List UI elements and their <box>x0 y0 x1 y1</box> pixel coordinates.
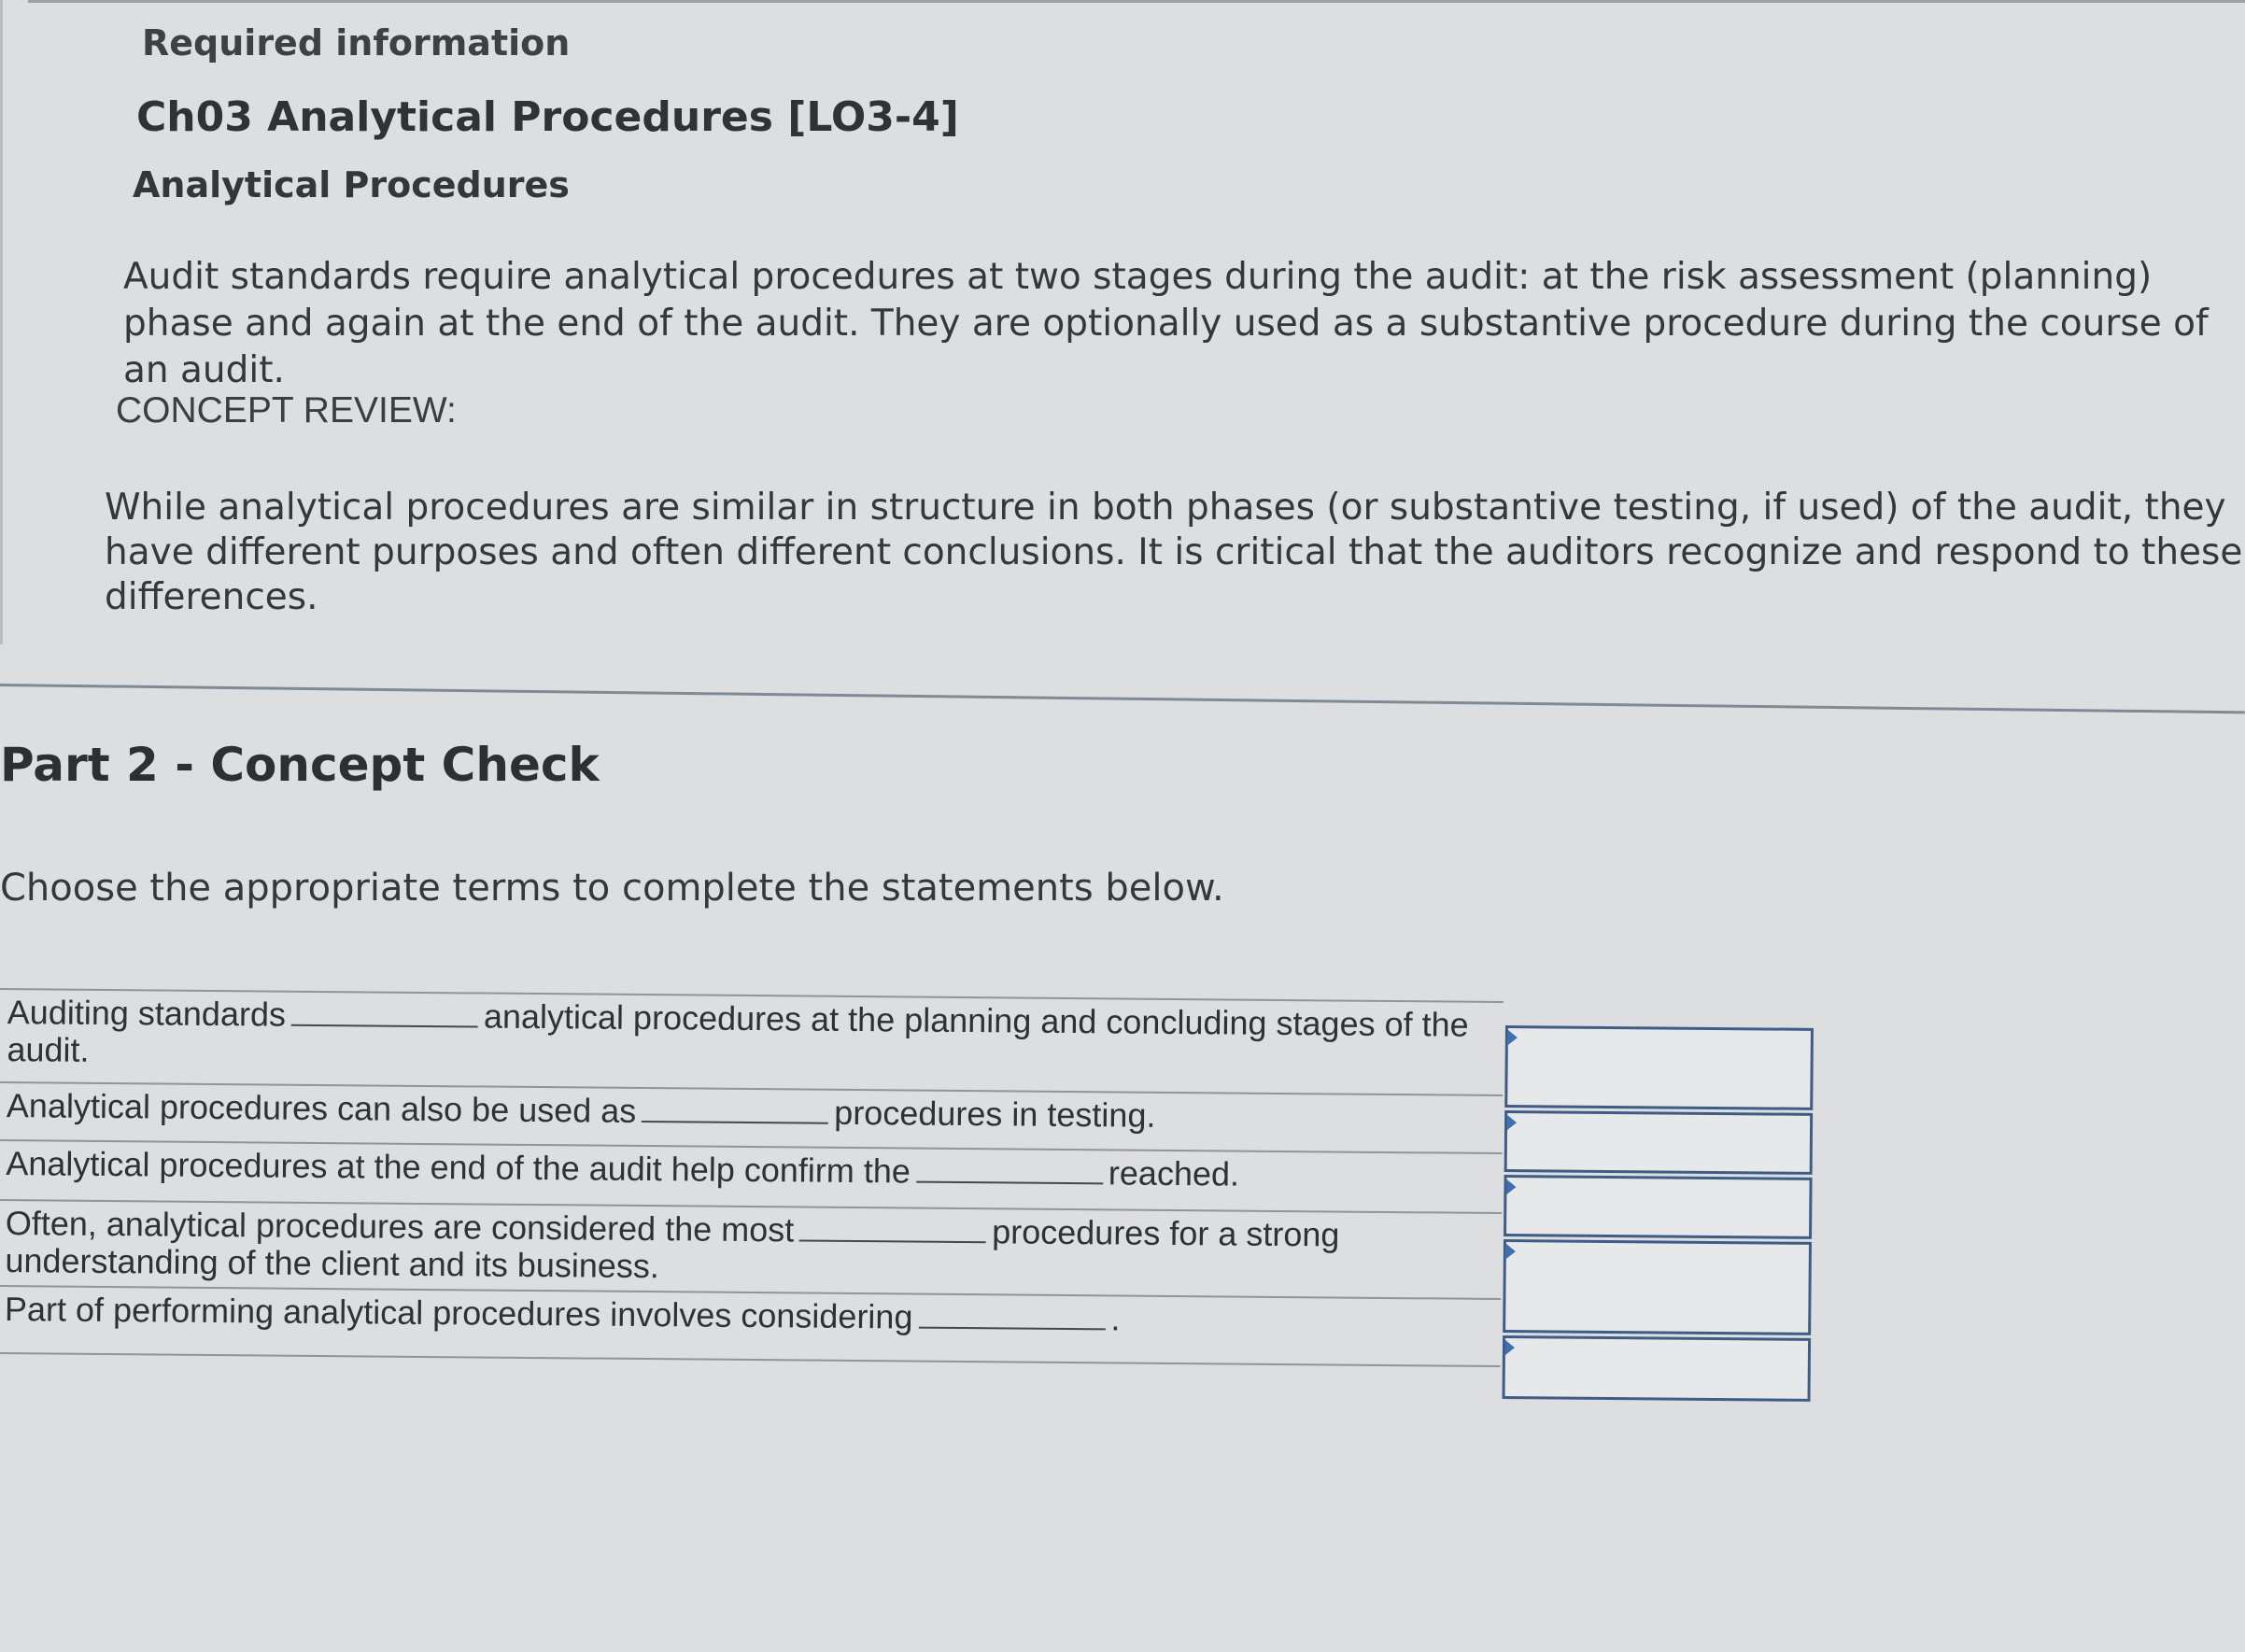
statement-before: Auditing standards <box>7 993 287 1034</box>
section-divider <box>0 684 2245 713</box>
statement-text <box>0 1287 1501 1347</box>
answer-dropdown-4[interactable] <box>1503 1239 1812 1335</box>
concept-review-paragraph: While analytical procedures are similar in structure in both phases (or substantive testing, if used) of the audit, they have different purposes and often different conclusions. It is critical that the auditors recognize and respond to these differences. <box>105 487 2243 618</box>
statements-table <box>0 988 1504 1367</box>
statement-text <box>0 1201 1502 1298</box>
answer-dropdown-3[interactable] <box>1504 1175 1813 1239</box>
statement-after: procedures for a strong understanding of the client and its business. <box>5 1212 1340 1286</box>
instruction-text: Choose the appropriate terms to complete the statements below. <box>0 867 1224 910</box>
required-information-label: Required information <box>142 22 571 64</box>
table-row <box>0 1285 1501 1367</box>
statement-after: analytical procedures at the planning and concluding stages of the audit. <box>7 996 1469 1069</box>
statement-after: reached. <box>1108 1153 1240 1193</box>
answer-blank <box>916 1151 1103 1185</box>
statement-text <box>0 1083 1503 1143</box>
answer-dropdown-1[interactable] <box>1504 1025 1814 1110</box>
statement-before: Analytical procedures at the end of the audit help confirm the <box>6 1144 911 1191</box>
table-row <box>0 1199 1502 1298</box>
statement-text <box>0 990 1504 1087</box>
answer-dropdown-2[interactable] <box>1504 1110 1814 1175</box>
concept-review-label: CONCEPT REVIEW: <box>116 390 457 431</box>
answer-column <box>1502 1025 1814 1405</box>
top-rule <box>28 0 2245 3</box>
answer-dropdown-5[interactable] <box>1503 1335 1812 1402</box>
statement-after: . <box>1110 1299 1121 1338</box>
answer-blank <box>642 1091 828 1124</box>
statement-text <box>0 1141 1503 1201</box>
chapter-title: Ch03 Analytical Procedures [LO3-4] <box>136 93 959 141</box>
statement-before: Analytical procedures can also be used as <box>6 1086 637 1130</box>
intro-paragraph: Audit standards require analytical procedures at two stages during the audit: at the risk assessment (planning) phase and again at the end of the audit. They are optionally used as a substantive procedure during the course of an audit. <box>123 256 2209 391</box>
statement-before: Often, analytical procedures are considered the most <box>5 1204 795 1250</box>
left-rule <box>0 0 3 644</box>
statement-after: procedures in testing. <box>834 1093 1156 1135</box>
section-title: Analytical Procedures <box>133 164 570 205</box>
answer-blank <box>291 995 478 1028</box>
table-row <box>0 988 1504 1094</box>
part-title: Part 2 - Concept Check <box>0 738 600 792</box>
answer-blank <box>918 1297 1105 1331</box>
statement-before: Part of performing analytical procedures involves considering <box>4 1290 913 1336</box>
answer-blank <box>799 1209 986 1243</box>
